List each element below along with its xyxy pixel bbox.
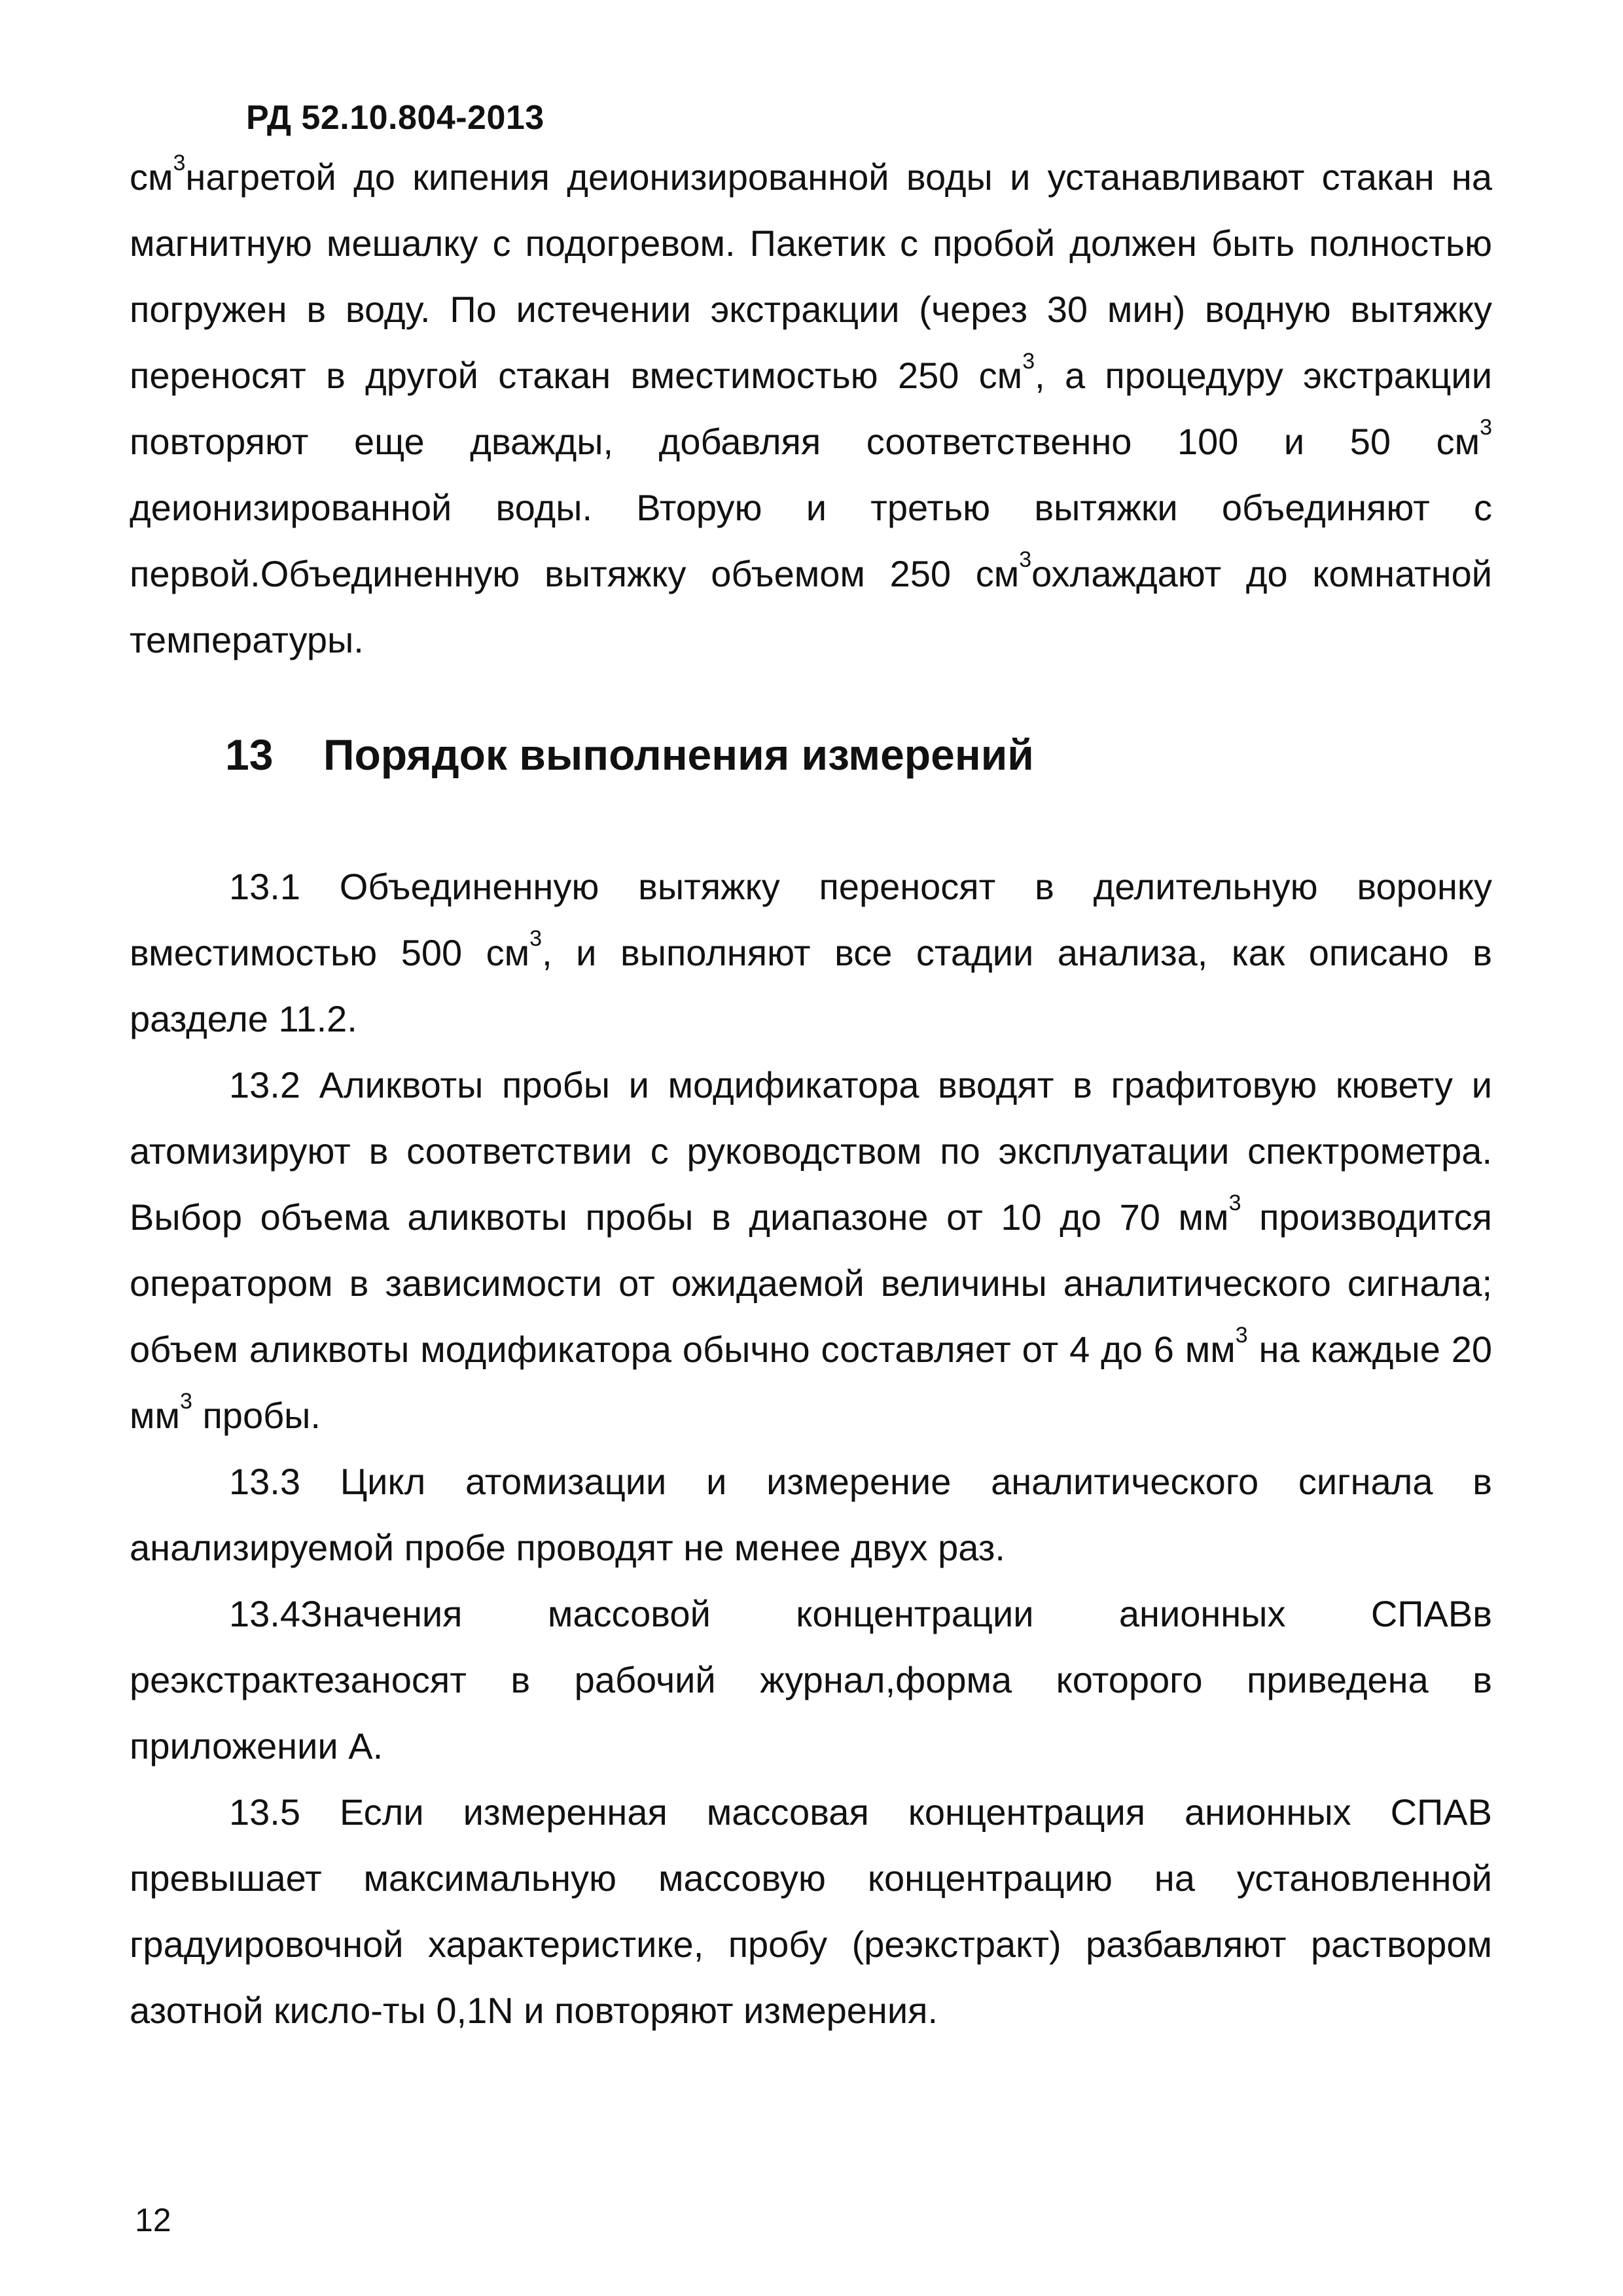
document-code: РД 52.10.804-2013 bbox=[246, 99, 544, 137]
intro-text bbox=[130, 144, 1492, 673]
paragraph-13-4: 13.4Значения массовой концентрации анионных СПАВв реэкстрактезаносят в рабочий журнал,форма которого приведена в приложении А. bbox=[130, 1593, 1492, 1767]
paragraph-13-1: 13.1 Объединенную вытяжку переносят в делительную воронку вместимостью 500 $см^3$, и выполняют все стадии анализа, как описано в разделе 11.2. bbox=[130, 866, 1493, 1039]
paragraph-extraction-continued: $см^3нагретой$ до кипения деионизированной воды и устанавливают стакан на магнитную мешалку с подогревом. Пакетик с пробой должен быть полностью погружен в воду. По истечении экстракции (через 30 мин) водную вытяжку переносят в другой стакан вместимостью 250 $см^3$, а процедуру экстракции повторяют еще дважды, добавляя соответственно 100 и 50 $см^3$ деионизированной воды. Вторую и третью вытяжки объединяют с первой.Объединенную вытяжку объемом 250 $см^3охлаждают$ до комнатной температуры. bbox=[130, 151, 1492, 660]
section-heading bbox=[225, 725, 1034, 784]
paragraph-13-5: 13.5 Если измеренная массовая концентрация анионных СПАВ превышает максимальную массовую концентрацию на установленной градуировочной характеристике, пробу (реэкстракт) разбавляют раствором азотной кисло-ты 0,1N и повторяют измерения. bbox=[130, 1791, 1492, 2031]
section-number: 13 bbox=[225, 730, 274, 779]
paragraph-13-3: 13.3 Цикл атомизации и измерение аналитического сигнала в анализируемой пробе проводят не менее двух раз. bbox=[130, 1461, 1492, 1568]
paragraph-13-2: 13.2 Аликвоты пробы и модификатора вводят в графитовую кювету и атомизируют в соответствии с руководством по эксплуатации спектрометра. Выбор объема аликвоты пробы в диапазоне от 10 до 70 $мм^3$ производится оператором в зависимости от ожидаемой величины аналитического сигнала; объем аликвоты модификатора обычно составляет от 4 до 6 $мм^3$ на каждые 20 $мм^3$ пробы. bbox=[130, 1064, 1492, 1436]
section-body bbox=[130, 853, 1492, 2043]
page-number: 12 bbox=[135, 2202, 171, 2238]
section-title: Порядок выполнения измерений bbox=[323, 730, 1034, 779]
